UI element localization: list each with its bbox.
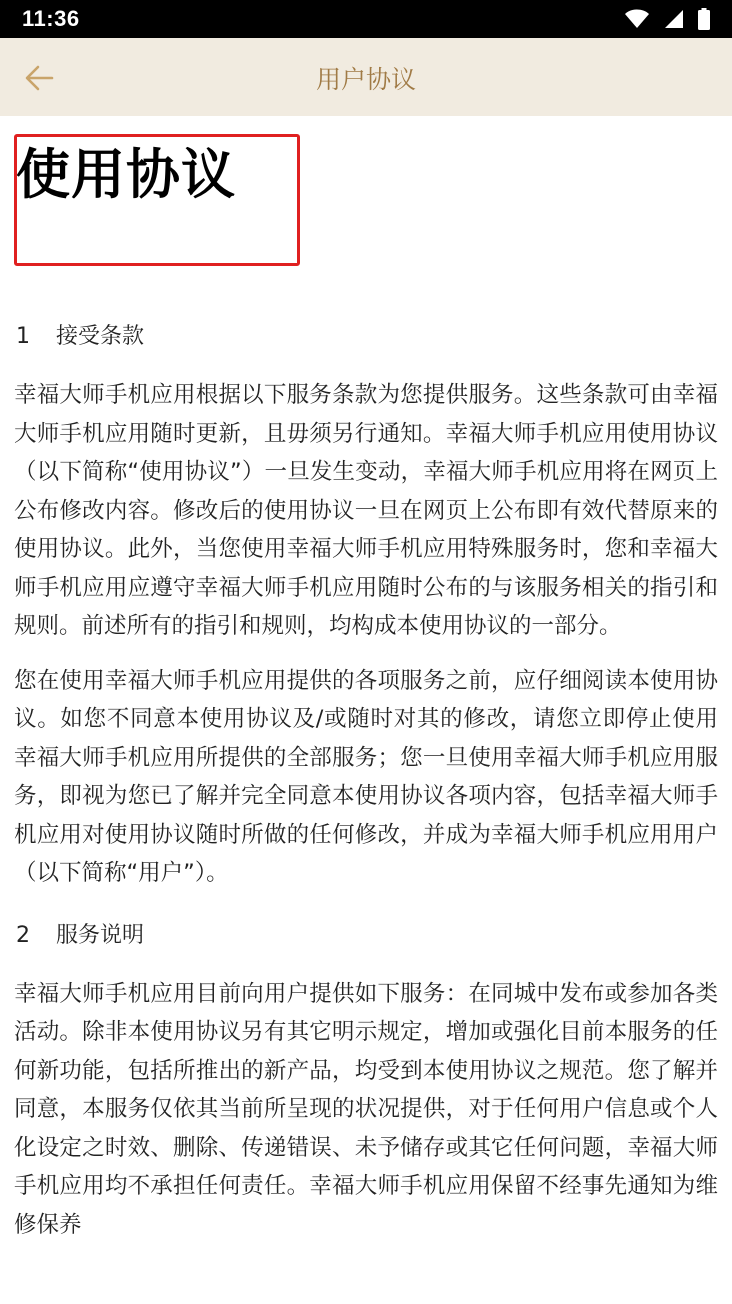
document-title: 使用协议 xyxy=(16,143,236,206)
section-heading xyxy=(16,921,718,951)
section-title: 服务说明 xyxy=(56,922,145,948)
battery-icon xyxy=(698,8,710,30)
wifi-icon xyxy=(624,9,650,29)
section-number: 2 xyxy=(16,922,30,948)
section-number: 1 xyxy=(16,324,30,349)
title-highlight-box xyxy=(14,134,300,266)
status-icons xyxy=(624,8,710,30)
page-title: 用户协议 xyxy=(315,65,416,94)
section-heading xyxy=(16,322,718,352)
status-bar xyxy=(0,0,732,38)
app-bar xyxy=(0,38,732,116)
signal-icon xyxy=(664,9,684,29)
status-time: 11:36 xyxy=(22,6,80,31)
agreement-content[interactable] xyxy=(14,116,718,1304)
section-paragraph: 幸福大师手机应用根据以下服务条款为您提供服务。这些条款可由幸福大师手机应用随时更新，且毋须另行通知。幸福大师手机应用使用协议（以下简称“使用协议”）一旦发生变动，幸福大师手机应用将在网页上公布修改内容。修改后的使用协议一旦在网页上公布即有效代替原来的使用协议。此外，当您使用幸福大师手机应用特殊服务时，您和幸福大师手机应用应遵守幸福大师手机应用随时公布的与该服务相关的指引和规则。前述所有的指引和规则，均构成本使用协议的一部分。 xyxy=(14,382,718,639)
section-paragraph: 幸福大师手机应用目前向用户提供如下服务：在同城中发布或参加各类活动。除非本使用协议另有其它明示规定，增加或强化目前本服务的任何新功能，包括所推出的新产品，均受到本使用协议之规范。您了解并同意，本服务仅依其当前所呈现的状况提供，对于任何用户信息或个人化设定之时效、删除、传递错误、未予储存或其它任何问题，幸福大师手机应用均不承担任何责任。幸福大师手机应用保留不经事先通知为维修保养 xyxy=(14,980,718,1238)
section-paragraph: 您在使用幸福大师手机应用提供的各项服务之前，应仔细阅读本使用协议。如您不同意本使用协议及/或随时对其的修改，请您立即停止使用幸福大师手机应用所提供的全部服务；您一旦使用幸福大师手机应用服务，即视为您已了解并完全同意本使用协议各项内容，包括幸福大师手机应用对使用协议随时所做的任何修改，并成为幸福大师手机应用用户（以下简称“用户”）。 xyxy=(14,667,718,886)
section-title: 接受条款 xyxy=(56,324,145,349)
